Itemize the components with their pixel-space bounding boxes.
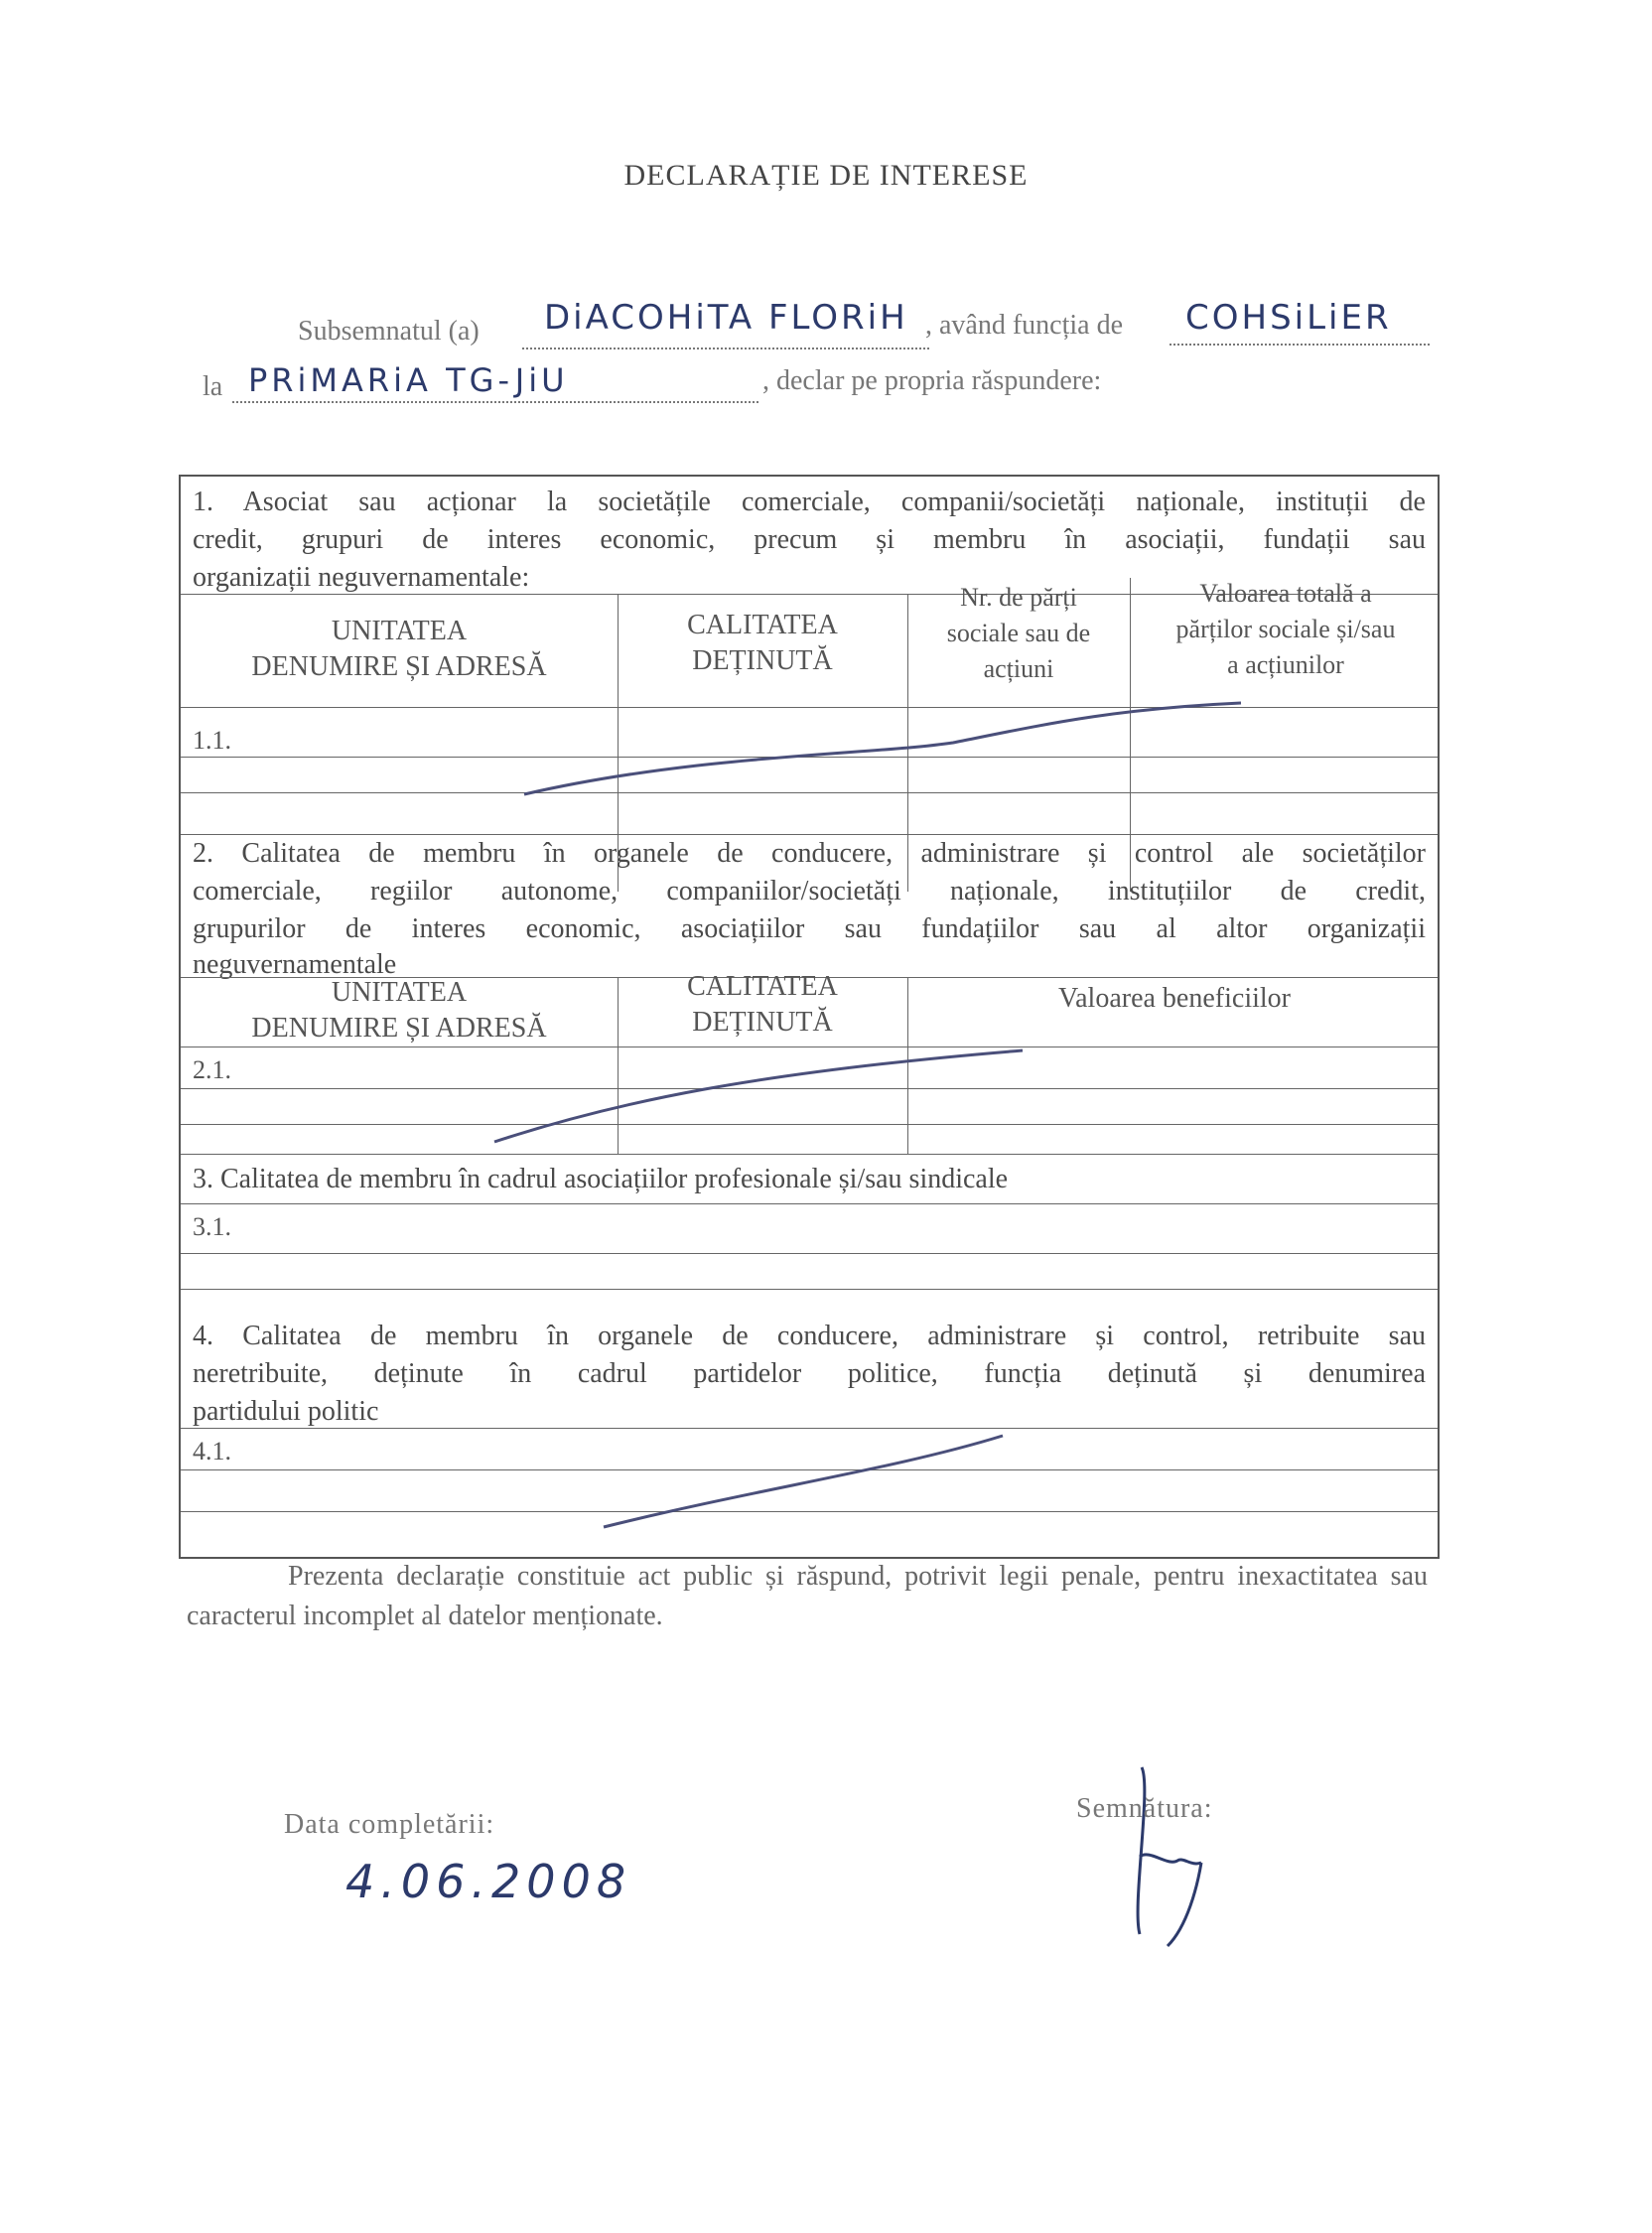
s2-col-valoarea-beneficiilor: Valoarea beneficiilor bbox=[1058, 983, 1291, 1014]
s2-col-calitatea: CALITATEA DEȚINUTĂ bbox=[687, 971, 838, 1038]
section2-line-1: 2. Calitatea de membru în organele de conducere, administrare și control ale societăților bbox=[193, 838, 1426, 869]
section1-line-1: 1. Asociat sau acționar la societățile comerciale, companii/societăți naționale, instituții de bbox=[193, 487, 1426, 517]
section3-heading: 3. Calitatea de membru în cadrul asociațiilor profesionale și/sau sindicale bbox=[193, 1164, 1009, 1194]
document-title: DECLARAȚIE DE INTERESE bbox=[623, 159, 1029, 192]
s2-col-unitatea: UNITATEA DENUMIRE ȘI ADRESĂ bbox=[251, 977, 547, 1044]
s3-row-number: 3.1. bbox=[193, 1212, 231, 1241]
s2-row-number: 2.1. bbox=[193, 1055, 231, 1084]
institution-field: PRiMARiA TG-JiU bbox=[248, 361, 569, 399]
date-value: 4.06.2008 bbox=[345, 1855, 632, 1908]
section1-line-3: organizații neguvernamentale: bbox=[193, 562, 530, 593]
name-field: DiACOHiTA FLORiH bbox=[544, 298, 908, 338]
functia-label: , având funcția de bbox=[925, 310, 1124, 341]
section4-line-3: partidului politic bbox=[193, 1396, 379, 1427]
subsemnatul-label: Subsemnatul (a) bbox=[298, 316, 480, 347]
section1-line-2: credit, grupuri de interes economic, precum și membru în asociații, fundații sau bbox=[193, 524, 1426, 555]
s1-col-nr-parti: Nr. de părți sociale sau de acțiuni bbox=[946, 583, 1091, 683]
section2-line-4: neguvernamentale bbox=[193, 949, 397, 980]
functia-field: COHSiLiER bbox=[1185, 298, 1392, 338]
la-label: la bbox=[203, 371, 223, 402]
s1-row-number: 1.1. bbox=[193, 726, 231, 755]
section2-line-3: grupurilor de interes economic, asociațiilor sau fundațiilor sau al altor organizații bbox=[193, 913, 1426, 944]
strike-section1 bbox=[524, 703, 1241, 794]
section4-line-2: neretribuite, deținute în cadrul partidelor politice, funcția deținută și denumirea bbox=[193, 1358, 1426, 1389]
section2-line-2: comerciale, regiilor autonome, companiilor/societăți naționale, instituțiilor de credit, bbox=[193, 876, 1426, 907]
signature-label: Semnătura: bbox=[1076, 1793, 1213, 1824]
s1-col-calitatea: CALITATEA DEȚINUTĂ bbox=[687, 610, 838, 676]
declar-label: , declar pe propria răspundere: bbox=[762, 365, 1102, 396]
s1-col-valoarea: Valoarea totală a părților sociale și/sau a acțiunilor bbox=[1175, 579, 1396, 679]
s1-col-unitatea: UNITATEA DENUMIRE ȘI ADRESĂ bbox=[251, 616, 547, 682]
date-label: Data completării: bbox=[284, 1809, 495, 1840]
strike-section2 bbox=[494, 1050, 1023, 1142]
strike-section4 bbox=[604, 1436, 1003, 1527]
s4-row-number: 4.1. bbox=[193, 1437, 231, 1465]
declaration-statement: Prezenta declarație constituie act public și răspund, potrivit legii penale, pentru inexactitatea sau caracterul incomplet al datelor menționate. bbox=[187, 1561, 1428, 1631]
section4-line-1: 4. Calitatea de membru în organele de conducere, administrare și control, retribuite sau bbox=[193, 1321, 1426, 1351]
